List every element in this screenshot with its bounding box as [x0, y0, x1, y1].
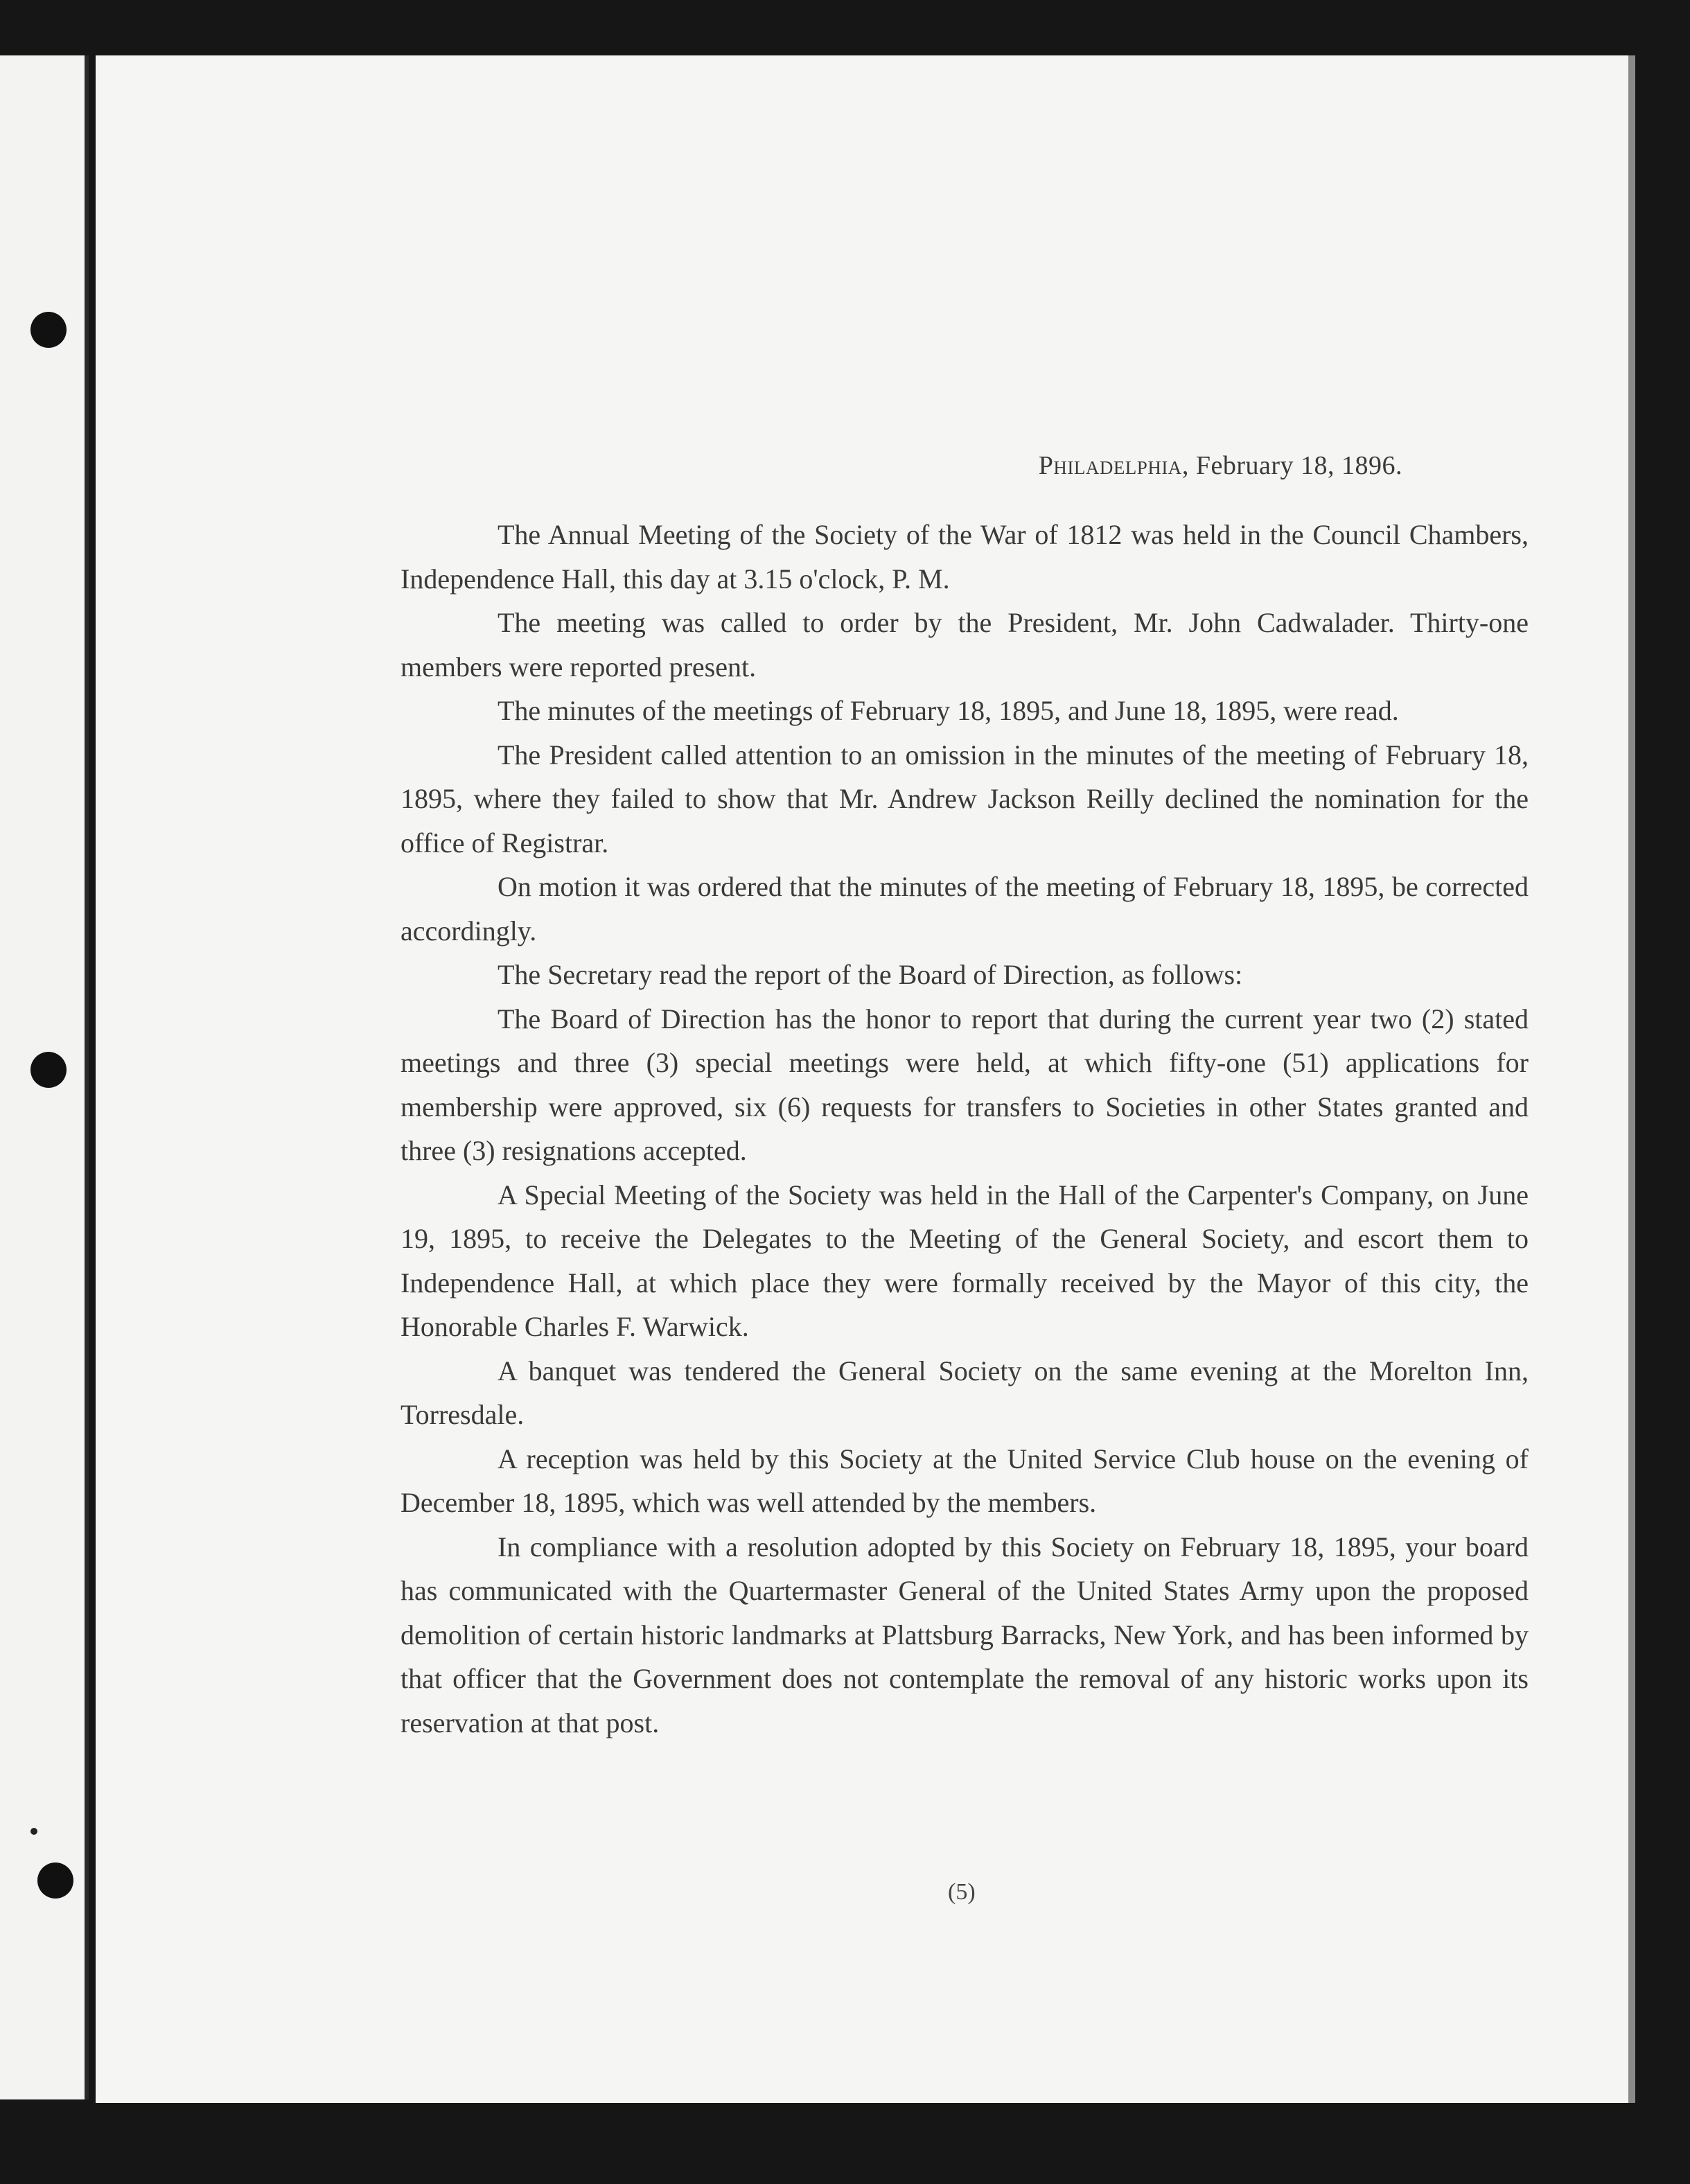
page-number: (5)	[948, 1879, 976, 1905]
paragraph: The Secretary read the report of the Board of Direction, as follows:	[498, 959, 1243, 990]
paragraph: The President called attention to an omission in the minutes of the meeting of February 18, 1895, where they failed to show that Mr. Andrew Jackson Reilly declined the nomination for the office of Registrar.	[401, 739, 1529, 858]
binder-hole	[30, 312, 67, 348]
binder-hole	[37, 1862, 73, 1899]
paragraph: In compliance with a resolution adopted by this Society on February 18, 1895, your board has communicated with the Quartermaster General of the United States Army upon the proposed demolition of certain historic landmarks at Plattsburg Barracks, New York, and has been informed by that officer that the Government does not contemplate the removal of any historic works upon its reservation at that post.	[401, 1531, 1529, 1738]
paragraph: The Board of Direction has the honor to report that during the current year two (2) stated meetings and three (3) special meetings were held, at which fifty-one (51) applications for membership were approved, six (6) requests for transfers to Societies in other States granted and three (3) resignations accepted.	[401, 1003, 1529, 1166]
document-page	[96, 55, 1635, 2103]
binder-hole	[30, 1052, 67, 1088]
paragraph: The minutes of the meetings of February 18, 1895, and June 18, 1895, were read.	[498, 695, 1399, 726]
paragraph: A reception was held by this Society at the United Service Club house on the evening of December 18, 1895, which was well attended by the members.	[401, 1443, 1529, 1518]
paragraph: The Annual Meeting of the Society of the War of 1812 was held in the Council Chambers, Independence Hall, this day at 3.15 o'clock, P. M.	[401, 519, 1529, 595]
binder-mark	[30, 1828, 37, 1835]
paragraph: A banquet was tendered the General Society on the same evening at the Morelton Inn, Torresdale.	[401, 1355, 1529, 1430]
paragraph: A Special Meeting of the Society was held in the Hall of the Carpenter's Company, on June 19, 1895, to receive the Delegates to the Meeting of the General Society, and escort them to Independence Hall, at which place they were formally received by the Mayor of this city, the Honorable Charles F. Warwick.	[401, 1179, 1529, 1342]
paragraph: On motion it was ordered that the minutes of the meeting of February 18, 1895, be corrected accordingly.	[401, 871, 1529, 946]
document-body	[401, 513, 1529, 1899]
dateline: Philadelphia, February 18, 1896.	[1038, 451, 1402, 480]
paragraph: The meeting was called to order by the President, Mr. John Cadwalader. Thirty-one members were reported present.	[401, 607, 1529, 682]
dateline-date: February 18, 1896.	[1195, 451, 1402, 480]
dateline-place: Philadelphia	[1038, 451, 1182, 480]
